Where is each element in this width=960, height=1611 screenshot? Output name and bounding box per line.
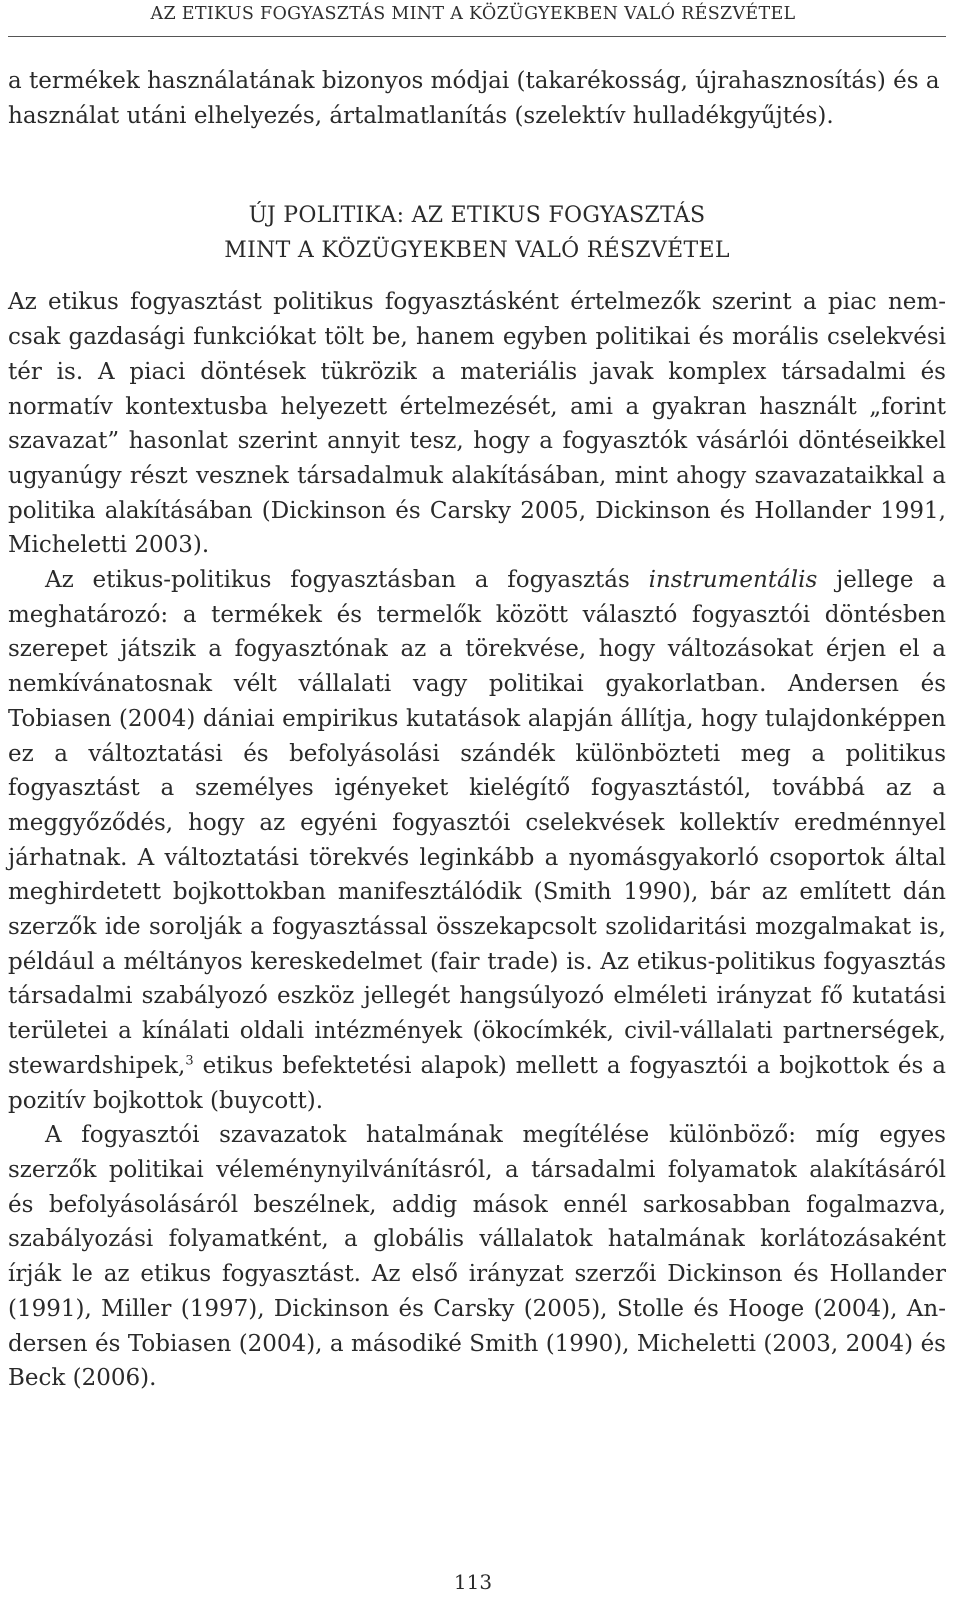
- paragraph-2: [8, 563, 946, 1118]
- body-text: [8, 64, 946, 1396]
- header-rule: [8, 36, 946, 37]
- paragraph-2-part-c: etikus befektetési alapok) mellett a fogyasztói a bojkottok és a pozitív bojkottok (buycott).: [8, 1052, 946, 1114]
- intro-paragraph: a termékek használatának bizonyos módjai (takarékosság, újrahasznosítás) és a használat utáni elhelyezés, ártalmatlanítás (szelektív hulladékgyűjtés).: [8, 68, 940, 129]
- paragraph-1: Az etikus fogyasztást politikus fogyasztásként értelmezők szerint a piac nemcsak gazdasági funkciókat tölt be, hanem egyben politikai és morális cselekvési tér is. A piaci döntések tükrözik a materiális javak komplex társadalmi és normatív kontextusba helyezett értelmezését, ami a gyakran használt „forint szavazat” hasonlat szerint annyit tesz, hogy a fogyasztók vásárlói döntéseikkel ugyanúgy részt vesznek társadalmuk alakításában, mint ahogy szavazataikkal a politika alakításában (Dickinson és Carsky 2005, Dickinson és Hollander 1991, Micheletti 2003).: [8, 289, 946, 559]
- paragraph-3: A fogyasztói szavazatok hatalmának megítélése különböző: míg egyes szerzők politikai véleménynyilvánításról, a társadalmi folyamatok alakításáról és befolyásolásáról beszélnek, addig mások ennél sarkosabban fogalmazva, szabályozási folyamatként, a globális vállalatok hatalmának korlátozásaként írják le az etikus fogyasztást. Az első irányzat szerzői Dickinson és Hollander (1991), Miller (1997), Dickinson és Carsky (2005), Stolle és Hooge (2004), Andersen és Tobiasen (2004), a másodiké Smith (1990), Micheletti (2003, 2004) és Beck (2006).: [8, 1122, 946, 1392]
- italic-term: instrumentális: [648, 567, 818, 594]
- paragraph-2-part-a: Az etikus-politikus fogyasztásban a fogyasztás: [45, 567, 649, 594]
- section-heading-line-1: ÚJ POLITIKA: AZ ETIKUS FOGYASZTÁS: [248, 203, 706, 229]
- section-heading: [8, 198, 946, 268]
- running-head: AZ ETIKUS FOGYASZTÁS MINT A KÖZÜGYEKBEN VALÓ RÉSZVÉTEL: [150, 4, 796, 24]
- footnote-marker: 3: [185, 1053, 194, 1069]
- paragraph-2-part-b: jellege a meghatározó: a termékek és termelők között választó fogyasztói döntésben szerepet játszik a fogyasztónak az a törekvése, hogy változásokat érjen el a nemkívánatosnak vélt vállalati vagy politikai gyakorlatban. Andersen és Tobiasen (2004) dániai empirikus kutatások alapján állítja, hogy tulajdonképpen ez a változtatási és befolyásolási szándék különbözteti meg a politikus fogyasztást a személyes igényeket kielégítő fogyasztástól, továbbá az a meggyőződés, hogy az egyéni fogyasztói cselekvések kollektív eredménnyel járhatnak. A változtatási törekvés leginkább a nyomásgyakorló csoportok által meghirdetett bojkottokban manifesztálódik (Smith 1990), bár az említett dán szerzők ide sorolják a fogyasztással összekapcsolt szolidaritási mozgalmakat is, például a méltányos kereskedelmet (fair trade) is. Az etikus-politikus fogyasztás társadalmi szabályozó eszköz jellegét hangsúlyozó elméleti irányzat fő kutatási területei a kínálati oldali intézmények (ökocímkék, civil-vállalati partnerségek, stewardshipek,: [8, 567, 946, 1079]
- section-heading-line-2: MINT A KÖZÜGYEKBEN VALÓ RÉSZVÉTEL: [224, 238, 730, 264]
- page-number: 113: [453, 1570, 493, 1594]
